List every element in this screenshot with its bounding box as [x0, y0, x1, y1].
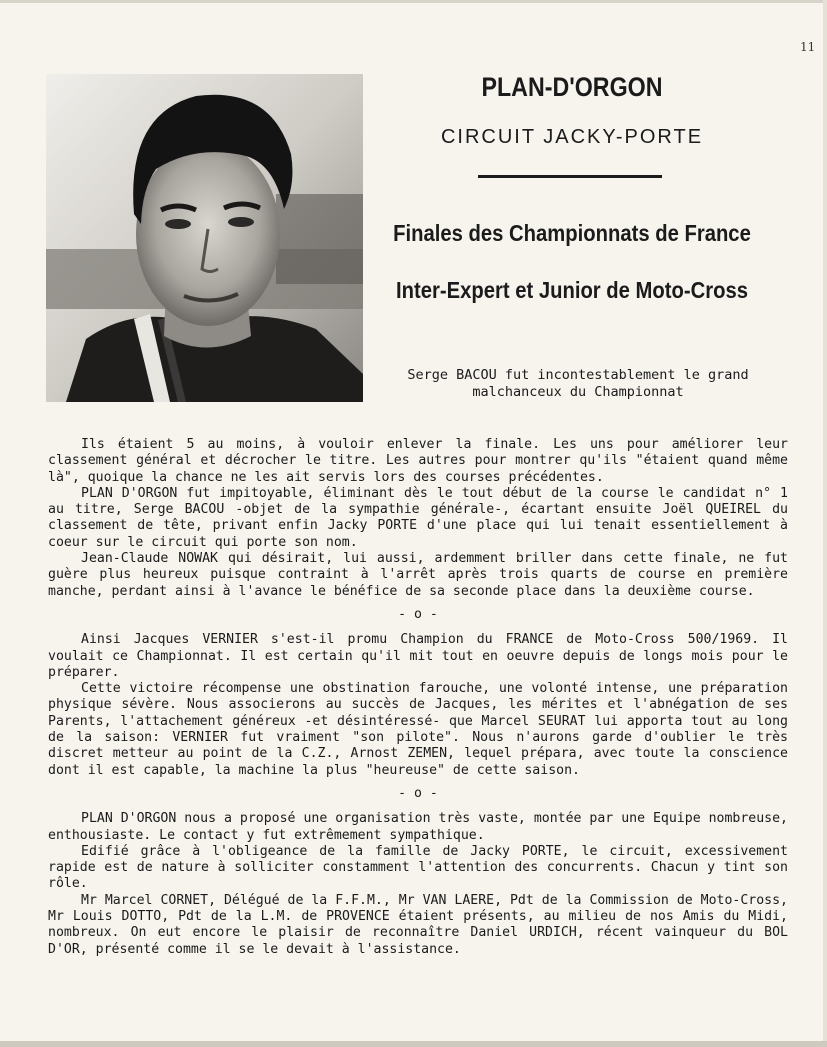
photo-caption: Serge BACOU fut incontestablement le grand malchanceux du Championnat — [407, 367, 749, 400]
article-paragraph: Ils étaient 5 au moins, à vouloir enlever la finale. Les uns pour améliorer leur classement général et décrocher le titre. Les autres pour montrer qu'ils "étaient quand même là", quoique la chance ne les ait servis lors des courses précédentes. — [48, 437, 788, 485]
page-subtitle: CIRCUIT JACKY-PORTE — [440, 126, 704, 148]
page-title: PLAN-D'ORGON — [481, 72, 663, 102]
portrait-photo — [46, 74, 363, 402]
article-paragraph: Ainsi Jacques VERNIER s'est-il promu Champion du FRANCE de Moto-Cross 500/1969. Il voulait ce Championnat. Il est certain qu'il mit tout en oeuvre depuis de longs mois pour le préparer. — [48, 632, 788, 680]
headline-line-1: Finales des Championnats de France — [393, 220, 751, 246]
article-paragraph: PLAN D'ORGON nous a proposé une organisation très vaste, montée par une Equipe nombreuse, enthousiaste. Le contact y fut extrêmement sympathique. — [48, 811, 788, 843]
page-number: 11 — [800, 40, 816, 54]
article-body — [48, 437, 788, 958]
page-top-edge — [0, 0, 827, 3]
portrait-photo-image — [46, 74, 363, 402]
article-paragraph: Mr Marcel CORNET, Délégué de la F.F.M., Mr VAN LAERE, Pdt de la Commission de Moto-Cross, Mr Louis DOTTO, Pdt de la L.M. de PROVENCE étaient présents, au milieu de nos Amis du Midi, nombreux. On eut encore le plaisir de reconnaître Daniel URDICH, récent vainqueur du BOL D'OR, présenté comme il se le devait à l'assistance. — [48, 892, 788, 957]
headline-line-2: Inter-Expert et Junior de Moto-Cross — [396, 277, 748, 303]
title-rule — [478, 175, 662, 178]
article-paragraph: Edifié grâce à l'obligeance de la famille de Jacky PORTE, le circuit, excessivement rapide est de nature à solliciter constamment l'attention des concurrents. Chacun y tint son rôle. — [48, 843, 788, 892]
article-paragraph: PLAN D'ORGON fut impitoyable, éliminant dès le tout début de la course le candidat n° 1 au titre, Serge BACOU -objet de la sympathie générale-, écartant ensuite Joël QUEIREL du classement de tête, privant enfin Jacky PORTE d'une place qui lui tenait essentiellement à coeur sur le circuit qui porte son nom. — [48, 485, 788, 550]
section-separator: - o - — [398, 785, 438, 801]
page-right-edge — [823, 0, 827, 1047]
article-paragraph: Jean-Claude NOWAK qui désirait, lui aussi, ardemment briller dans cette finale, ne fut guère plus heureux puisque contraint à l'arrêt après trois quarts de course en première manche, perdant ainsi à l'avance le bénéfice de sa seconde place dans la deuxième course. — [48, 551, 788, 599]
page-bottom-edge — [0, 1041, 827, 1047]
article-paragraph: Cette victoire récompense une obstination farouche, une volonté intense, une préparation physique sévère. Nous associerons au succès de Jacques, les mérites et l'abnégation de ses Parents, l'attachement généreux -et désintéressé- que Marcel SEURAT lui apporta tout au long de la saison: VERNIER fut vraiment "son pilote". Nous n'aurons garde d'oublier le très discret metteur au point de la C.Z., Arnost ZEMEN, lequel prépara, avec toute la conscience dont il est capable, la machine la plus "heureuse" de cette saison. — [48, 681, 788, 778]
section-separator: - o - — [398, 606, 438, 622]
